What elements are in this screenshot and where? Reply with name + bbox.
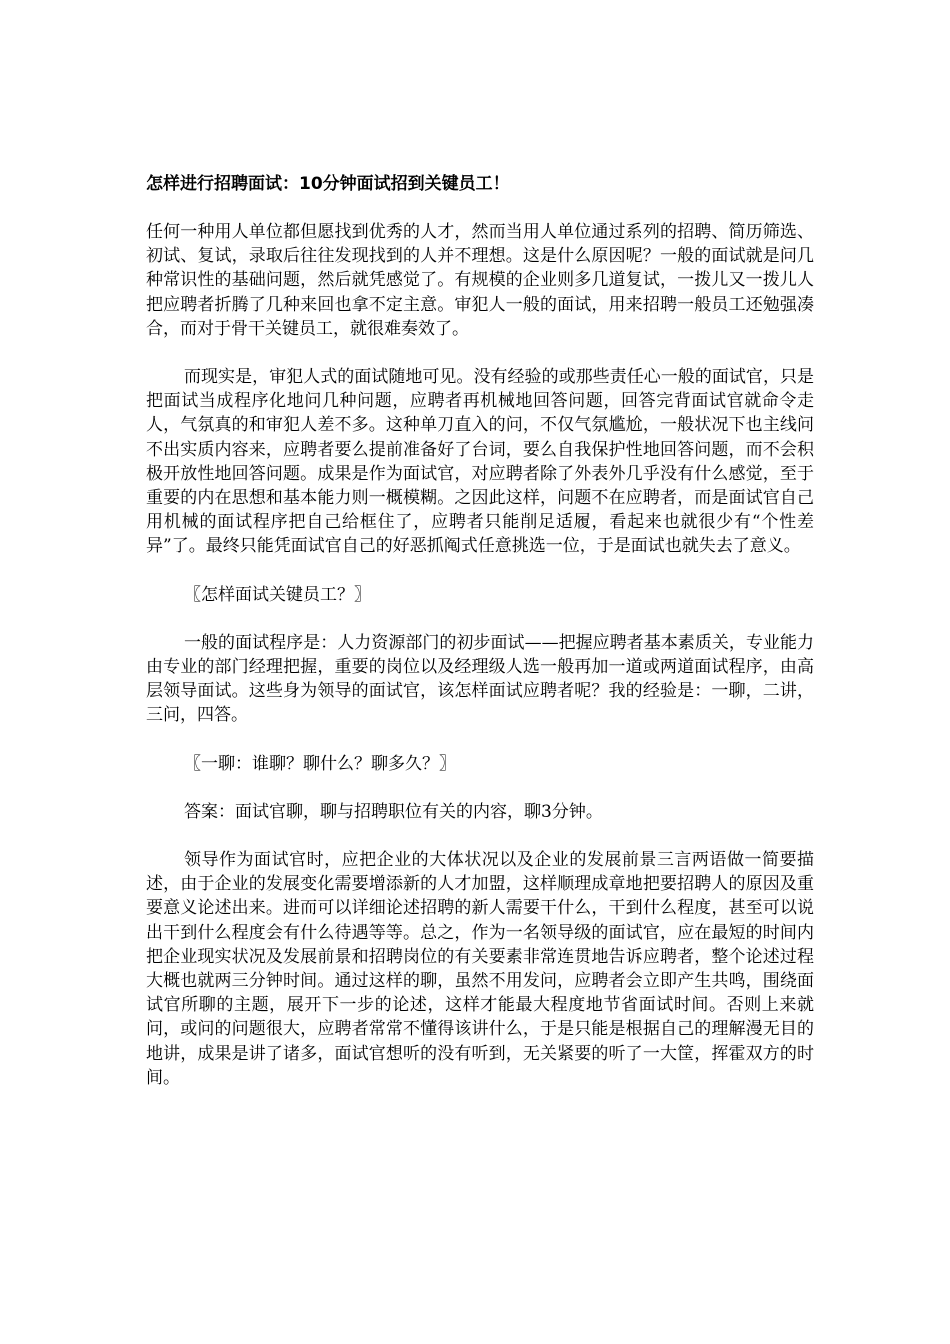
paragraph-interview-procedure: 一般的面试程序是：人力资源部门的初步面试——把握应聘者基本素质关，专业能力由专业的部门经理把握，重要的岗位以及经理级人选一般再加一道或两道面试程序，由高层领导面试。这些身为领导的面试官，该怎样面试应聘者呢？我的经验是：一聊，二讲，三问，四答。 [146,632,814,726]
paragraph-intro: 任何一种用人单位都但愿找到优秀的人才，然而当用人单位通过系列的招聘、简历筛选、初试、复试，录取后往往发现找到的人并不理想。这是什么原因呢？一般的面试就是问几种常识性的基础问题，然后就凭感觉了。有规模的企业则多几道复试，一拨儿又一拨儿人把应聘者折腾了几种来回也拿不定主意。审犯人一般的面试，用来招聘一般员工还勉强凑合，而对于骨干关键员工，就很难奏效了。 [146,222,814,339]
section-heading-interview-key-staff: 〖怎样面试关键员工？〗 [184,584,371,605]
document-page [146,172,814,1114]
document-title: 怎样进行招聘面试：10分钟面试招到关键员工！ [146,174,510,194]
paragraph-leader-as-interviewer: 领导作为面试官时，应把企业的大体状况以及企业的发展前景三言两语做一简要描述，由于企业的发展变化需要增添新的人才加盟，这样顺理成章地把要招聘人的原因及重要意义论述出来。进而可以详细论述招聘的新人需要干什么，干到什么程度，甚至可以说出干到什么程度会有什么待遇等等。总之，作为一名领导级的面试官，应在最短的时间内把企业现实状况及发展前景和招聘岗位的有关要素非常连贯地告诉应聘者，整个论述过程大概也就两三分钟时间。通过这样的聊，虽然不用发问，应聘者会立即产生共鸣，围绕面试官所聊的主题，展开下一步的论述，这样才能最大程度地节省面试时间。否则上来就问，或问的问题很大，应聘者常常不懂得该讲什么，于是只能是根据自己的理解漫无目的地讲，成果是讲了诸多，面试官想听的没有听到，无关紧要的听了一大筐，挥霍双方的时间。 [146,850,814,1088]
paragraph-answer: 答案：面试官聊，聊与招聘职位有关的内容，聊3分钟。 [184,801,603,822]
paragraph-reality: 而现实是，审犯人式的面试随地可见。没有经验的或那些责任心一般的面试官，只是把面试当成程序化地问几种问题，应聘者再机械地回答问题，回答完背面试官就命令走人，气氛真的和审犯人差不多。这种单刀直入的问，不仅气氛尴尬，一般状况下也主线问不出实质内容来，应聘者要么提前准备好了台词，要么自我保护性地回答问题，而不会积极开放性地回答问题。成果是作为面试官，对应聘者除了外表外几乎没有什么感觉，至于重要的内在思想和基本能力则一概模糊。之因此这样，问题不在应聘者，而是面试官自己用机械的面试程序把自己给框住了，应聘者只能削足适履，看起来也就很少有“个性差异”了。最终只能凭面试官自己的好恶抓阄式任意挑选一位，于是面试也就失去了意义。 [146,367,814,557]
section-heading-step-one-chat: 〖一聊：谁聊？聊什么？聊多久？〗 [184,753,456,774]
